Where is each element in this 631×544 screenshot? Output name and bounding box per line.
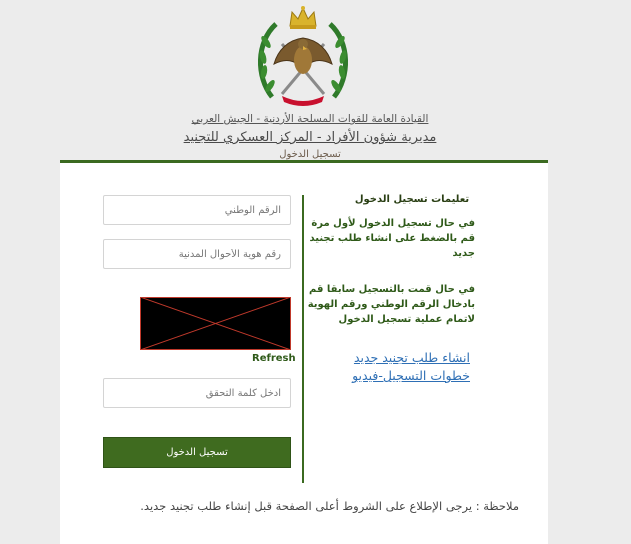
terms-note: ملاحظة : يرجى الإطلاع على الشروط أعلى الصفحة قبل إنشاء طلب تجنيد جديد. (140, 499, 519, 513)
instructions-title: تعليمات تسجيل الدخول (354, 194, 470, 205)
civil-id-input[interactable] (103, 239, 291, 269)
captcha-image (140, 297, 291, 350)
instructions-returning-login: في حال قمت بالتسجيل سابقا قم بادخال الرقم الوطني ورقم الهوية لاتمام عملية تسجيل الدخول (307, 284, 475, 325)
page-title: تسجيل الدخول (279, 149, 341, 160)
directorate-header: مديرية شؤون الأفراد - المركز العسكري للتجنيد (183, 130, 437, 145)
org-header: القيادة العامة للقوات المسلحة الأردنية - الجيش العربي (191, 113, 429, 125)
national-id-input[interactable] (103, 195, 291, 225)
jaf-emblem-icon (252, 2, 354, 110)
captcha-input[interactable] (103, 378, 291, 408)
new-recruitment-request-link[interactable]: انشاء طلب تجنيد جديد (353, 350, 470, 365)
broken-image-icon (140, 297, 291, 350)
instructions-first-login: في حال تسجيل الدخول لأول مرة قم بالضغط على انشاء طلب تجنيد جديد (309, 218, 475, 259)
registration-video-link[interactable]: خطوات التسجيل-فيديو (352, 368, 470, 383)
captcha-refresh-link[interactable]: Refresh (252, 353, 296, 364)
login-button[interactable]: تسجيل الدخول (103, 437, 291, 468)
